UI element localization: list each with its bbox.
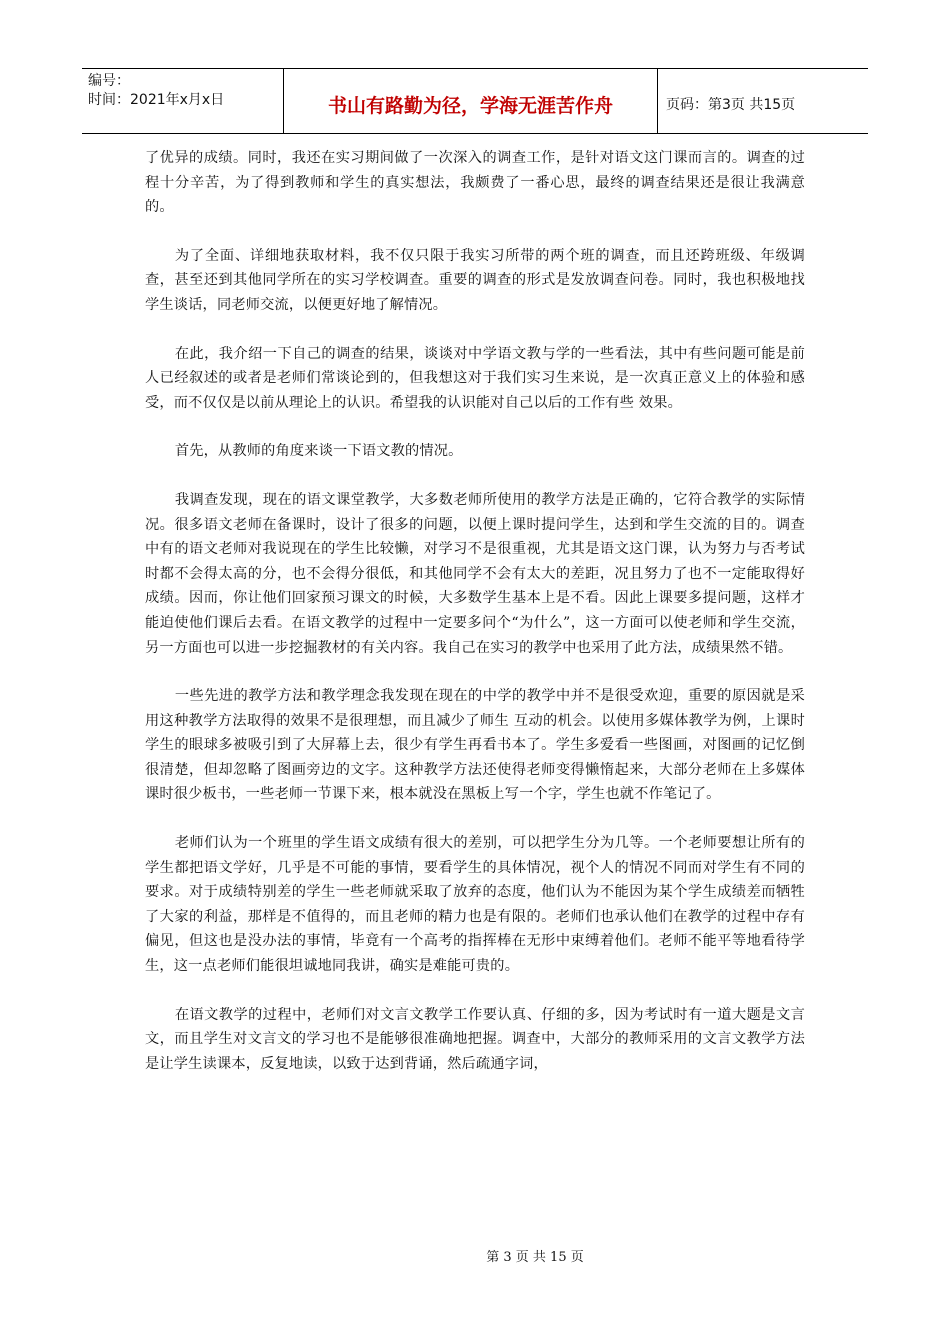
paragraph: 首先，从教师的角度来谈一下语文教的情况。 xyxy=(174,443,463,460)
page-footer: 第 3 页 共 15 页 xyxy=(486,1250,584,1265)
paragraph: 在此，我介绍一下自己的调查的结果，谈谈对中学语文教与学的一些看法，其中有些问题可能是前人已经叙述的或者是老师们常谈论到的，但我想这对于我们实习生来说，是一次真正意义上的体验和感受，而不仅仅是以前从理论上的认识。希望我的认识能对自己以后的工作有些 效果。 xyxy=(145,345,805,411)
header-meta xyxy=(82,69,284,133)
page-header xyxy=(82,68,868,134)
document-time-label: 时间：2021年x月x日 xyxy=(88,92,225,108)
header-page-info: 页码：第3页 共15页 xyxy=(666,97,796,113)
paragraph: 一些先进的教学方法和教学理念我发现在现在的中学的教学中并不是很受欢迎，重要的原因就是采用这种教学方法取得的效果不是很理想，而且减少了师生 互动的机会。以使用多媒体教学为例，上课时学生的眼球多被吸引到了大屏幕上去，很少有学生再看书本了。学生多爱看一些图画，对图画的记忆倒很清楚，但却忽略了图画旁边的文字。这种教学方法还使得老师变得懒惰起来，大部分老师在上多媒体课时很少板书，一些老师一节课下来，根本就没在黑板上写一个字，学生也就不作笔记了。 xyxy=(145,688,805,803)
paragraph: 在语文教学的过程中，老师们对文言文教学工作要认真、仔细的多，因为考试时有一道大题是文言文，而且学生对文言文的学习也不是能够很准确地把握。调查中，大部分的教师采用的文言文教学方法是让学生读课本，反复地读，以致于达到背诵，然后疏通字词， xyxy=(145,1006,805,1072)
header-motto: 书山有路勤为径，学海无涯苦作舟 xyxy=(284,69,658,133)
paragraph: 了优异的成绩。同时，我还在实习期间做了一次深入的调查工作，是针对语文这门课而言的。调查的过程十分辛苦，为了得到教师和学生的真实想法，我颇费了一番心思，最终的调查结果还是很让我满意的。 xyxy=(145,150,805,216)
document-body xyxy=(145,146,805,1100)
paragraph: 我调查发现，现在的语文课堂教学，大多数老师所使用的教学方法是正确的，它符合教学的实际情况。很多语文老师在备课时，设计了很多的问题，以便上课时提问学生，达到和学生交流的目的。调查中有的语文老师对我说现在的学生比较懒，对学习不是很重视，尤其是语文这门课，认为努力与否考试时都不会得太高的分，也不会得分很低，和其他同学不会有太大的差距，况且努力了也不一定能取得好成绩。因而，你让他们回家预习课文的时候，大多数学生基本上是不看。因此上课要多提问题，这样才能迫使他们课后去看。在语文教学的过程中一定要多问个“为什么”，这一方面可以使老师和学生交流，另一方面也可以进一步挖掘教材的有关内容。我自己在实习的教学中也采用了此方法，成绩果然不错。 xyxy=(145,491,805,656)
paragraph: 老师们认为一个班里的学生语文成绩有很大的差别，可以把学生分为几等。一个老师要想让所有的学生都把语文学好，几乎是不可能的事情，要看学生的具体情况，视个人的情况不同而对学生有不同的要求。对于成绩特别差的学生一些老师就采取了放弃的态度，他们认为不能因为某个学生成绩差而牺牲了大家的利益，那样是不值得的，而且老师的精力也是有限的。老师们也承认他们在教学的过程中存有偏见，但这也是没办法的事情，毕竟有一个高考的指挥棒在无形中束缚着他们。老师不能平等地看待学生，这一点老师们能很坦诚地同我讲，确实是难能可贵的。 xyxy=(145,835,805,975)
document-number-label: 编号： xyxy=(88,73,130,89)
paragraph: 为了全面、详细地获取材料，我不仅只限于我实习所带的两个班的调查，而且还跨班级、年级调查，甚至还到其他同学所在的实习学校调查。重要的调查的形式是发放调查问卷。同时，我也积极地找学生谈话，同老师交流，以便更好地了解情况。 xyxy=(145,247,805,313)
